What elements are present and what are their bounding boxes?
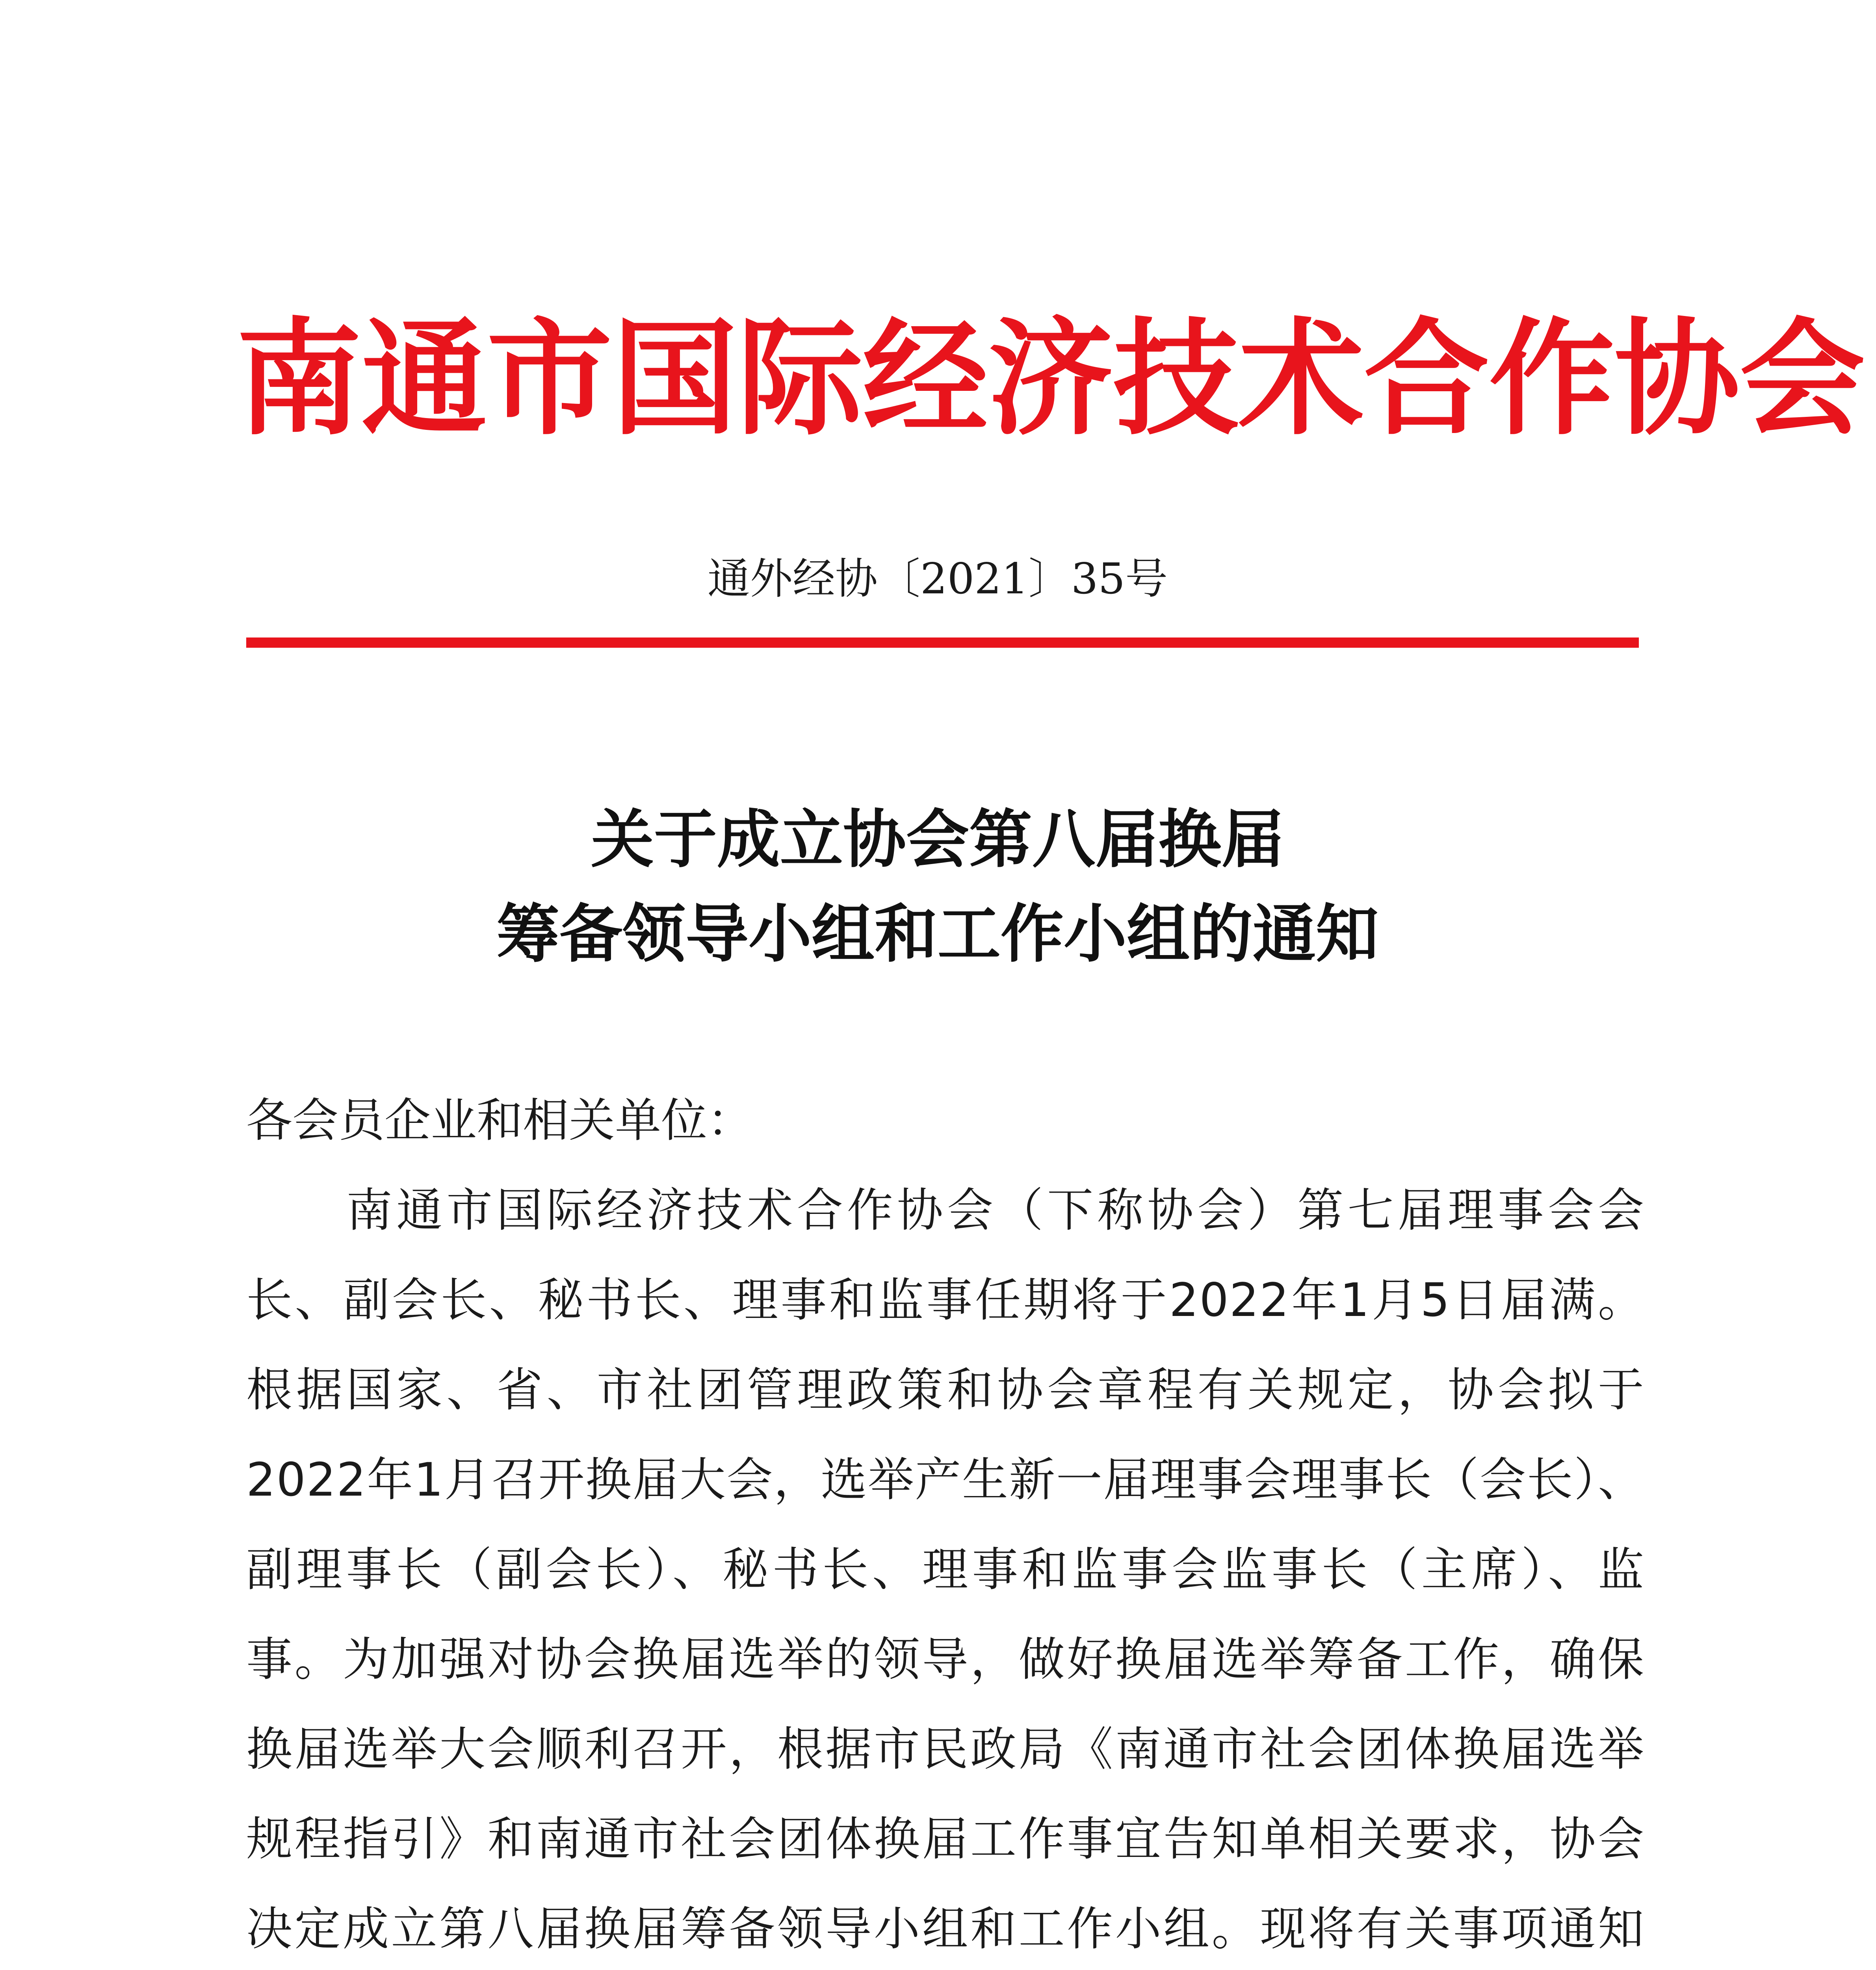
red-divider-line xyxy=(246,637,1639,648)
document-number: 通外经协〔2021〕35号 xyxy=(707,554,1168,604)
document-title-line-1: 关于成立协会第八届换届 xyxy=(591,802,1284,876)
salutation: 各会员企业和相关单位： xyxy=(246,1093,754,1147)
document-title-line-2: 筹备领导小组和工作小组的通知 xyxy=(496,897,1379,971)
body-paragraph: 南通市国际经济技术合作协会（下称协会）第七届理事会会长、副会长、秘书长、理事和监事任期将于2022年1月5日届满。根据国家、省、市社团管理政策和协会章程有关规定，协会拟于2022年1月召开换届大会，选举产生新一届理事会理事长（会长）、副理事长（副会长）、秘书长、理事和监事会监事长（主席）、监事。为加强对协会换届选举的领导，做好换届选举筹备工作，确保换届选举大会顺利召开，根据市民政局《南通市社会团体换届选举规程指引》和南通市社会团体换届工作事宜告知单相关要求，协会决定成立第八届换届筹备领导小组和工作小组。现将有关事项通知 xyxy=(246,1183,1645,1956)
organization-banner: 南通市国际经济技术合作协会 xyxy=(236,305,1865,452)
